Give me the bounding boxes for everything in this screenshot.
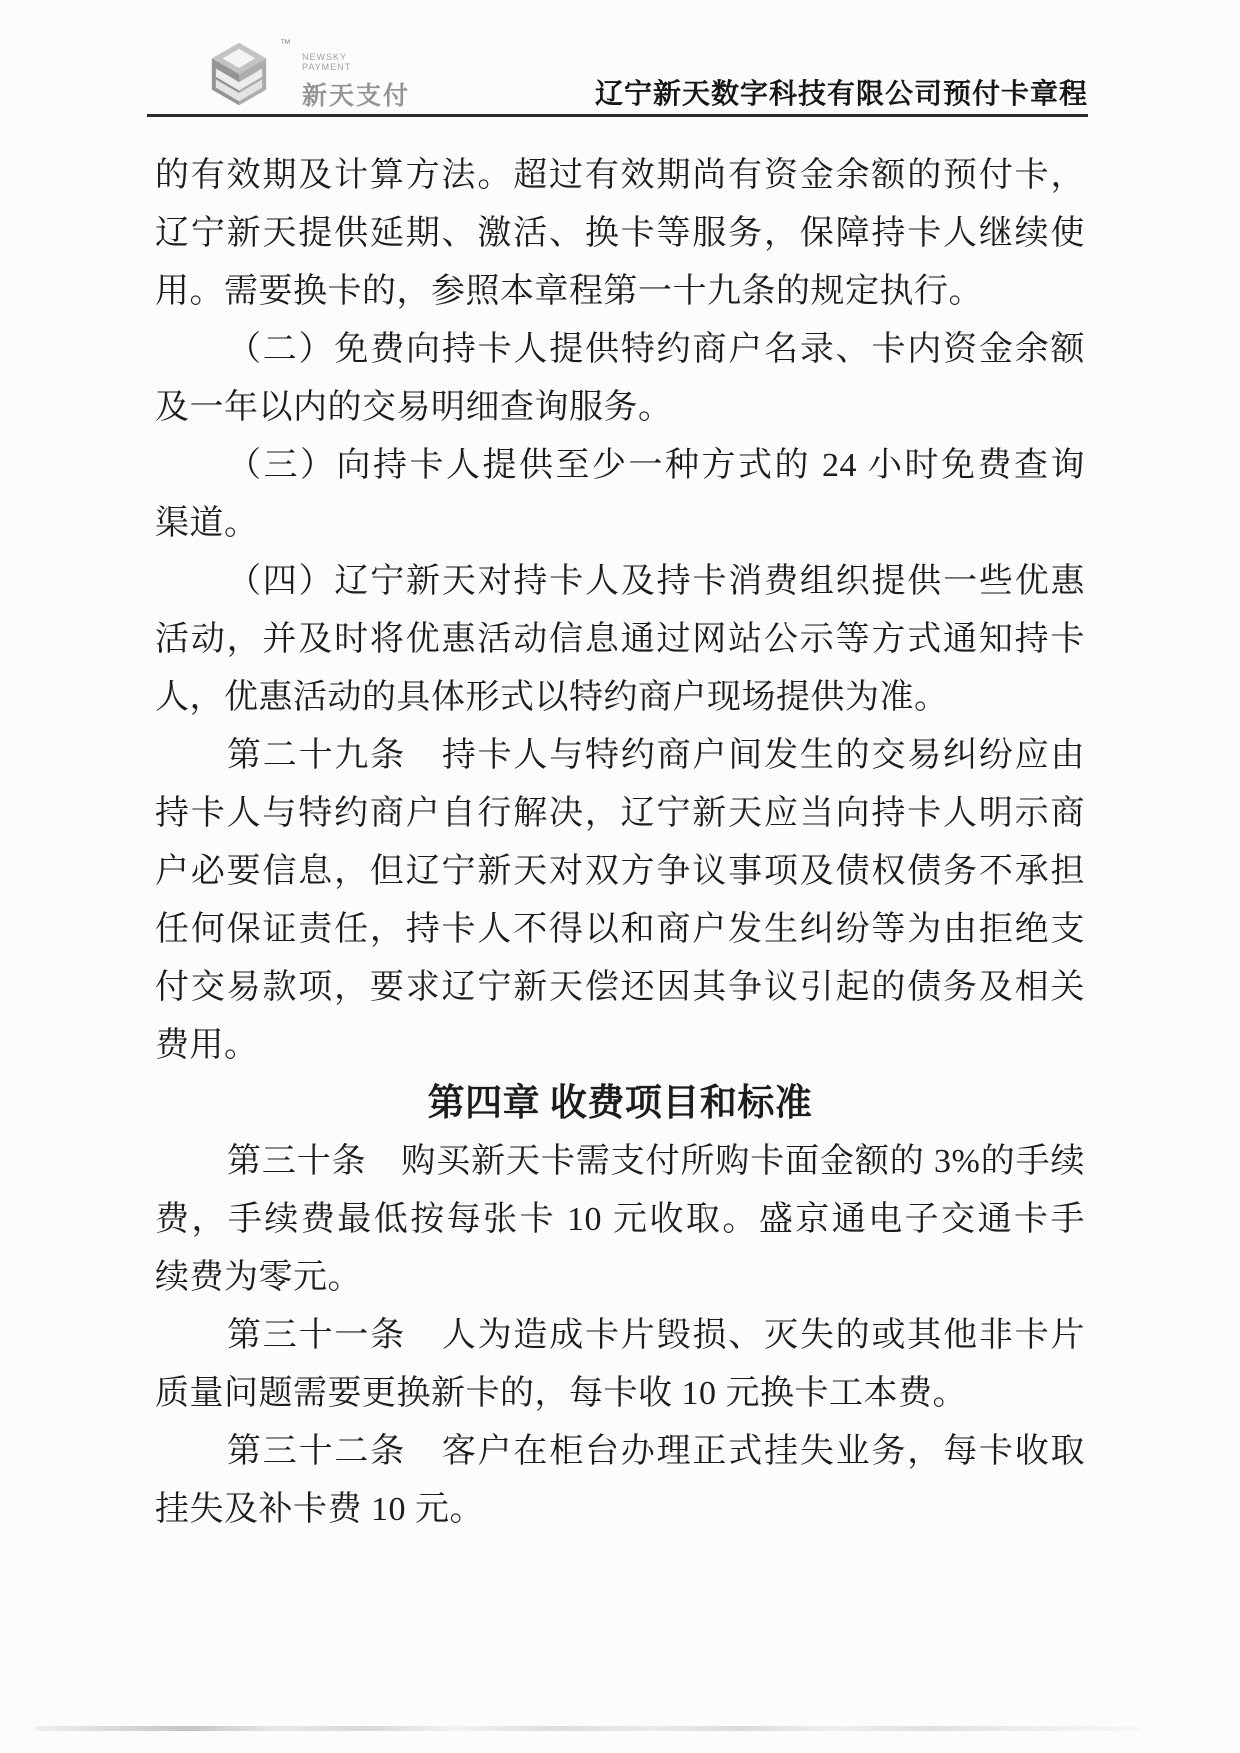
text-line: 续费为零元。 — [155, 1259, 362, 1296]
brand-text — [302, 52, 410, 112]
header-rule — [147, 114, 1088, 117]
text-line: 费用。 — [155, 1027, 259, 1064]
text-line: 渠道。 — [155, 505, 259, 542]
chapter-heading: 第四章 收费项目和标准 — [427, 1083, 813, 1124]
text-line: 户必要信息，但辽宁新天对双方争议事项及债权债务不承担 — [155, 853, 1085, 890]
text-line: 第三十一条 人为造成卡片毁损、灭失的或其他非卡片 — [227, 1317, 1085, 1354]
text-line: 挂失及补卡费 10 元。 — [155, 1491, 484, 1528]
text-line: （三）向持卡人提供至少一种方式的 24 小时免费查询 — [227, 447, 1085, 484]
brand-name-en-line2: PAYMENT — [302, 62, 352, 72]
text-line: （二）免费向持卡人提供特约商户名录、卡内资金余额 — [227, 331, 1085, 368]
scan-artifact-line — [35, 1726, 1140, 1731]
brand-logo — [198, 40, 478, 110]
document-title: 辽宁新天数字科技有限公司预付卡章程 — [594, 79, 1088, 110]
brand-name-zh: 新天支付 — [302, 82, 411, 110]
text-line: 及一年以内的交易明细查询服务。 — [155, 389, 673, 426]
newsky-cube-logo-icon — [198, 40, 280, 108]
text-line: 用。需要换卡的，参照本章程第一十九条的规定执行。 — [155, 273, 983, 310]
trademark-symbol: ™ — [280, 38, 291, 50]
text-line: 活动，并及时将优惠活动信息通过网站公示等方式通知持卡 — [155, 621, 1085, 658]
text-line: 第三十二条 客户在柜台办理正式挂失业务，每卡收取 — [227, 1433, 1085, 1470]
text-line: 任何保证责任，持卡人不得以和商户发生纠纷等为由拒绝支 — [155, 911, 1085, 948]
page-header — [0, 0, 1240, 130]
text-line: 辽宁新天提供延期、激活、换卡等服务，保障持卡人继续使 — [155, 215, 1085, 252]
text-line: 持卡人与特约商户自行解决，辽宁新天应当向持卡人明示商 — [155, 795, 1085, 832]
document-body — [155, 147, 1085, 1539]
text-line: 第三十条 购买新天卡需支付所购卡面金额的 3%的手续 — [227, 1143, 1085, 1180]
text-line: 费，手续费最低按每张卡 10 元收取。盛京通电子交通卡手 — [155, 1201, 1085, 1238]
text-line: 付交易款项，要求辽宁新天偿还因其争议引起的债务及相关 — [155, 969, 1085, 1006]
text-line: 质量问题需要更换新卡的，每卡收 10 元换卡工本费。 — [155, 1375, 967, 1412]
brand-name-en-line1: NEWSKY — [302, 52, 348, 62]
text-line: 第二十九条 持卡人与特约商户间发生的交易纠纷应由 — [227, 737, 1085, 774]
text-line: 人，优惠活动的具体形式以特约商户现场提供为准。 — [155, 679, 949, 716]
text-line: （四）辽宁新天对持卡人及持卡消费组织提供一些优惠 — [227, 563, 1085, 600]
text-line: 的有效期及计算方法。超过有效期尚有资金余额的预付卡， — [155, 157, 1085, 194]
